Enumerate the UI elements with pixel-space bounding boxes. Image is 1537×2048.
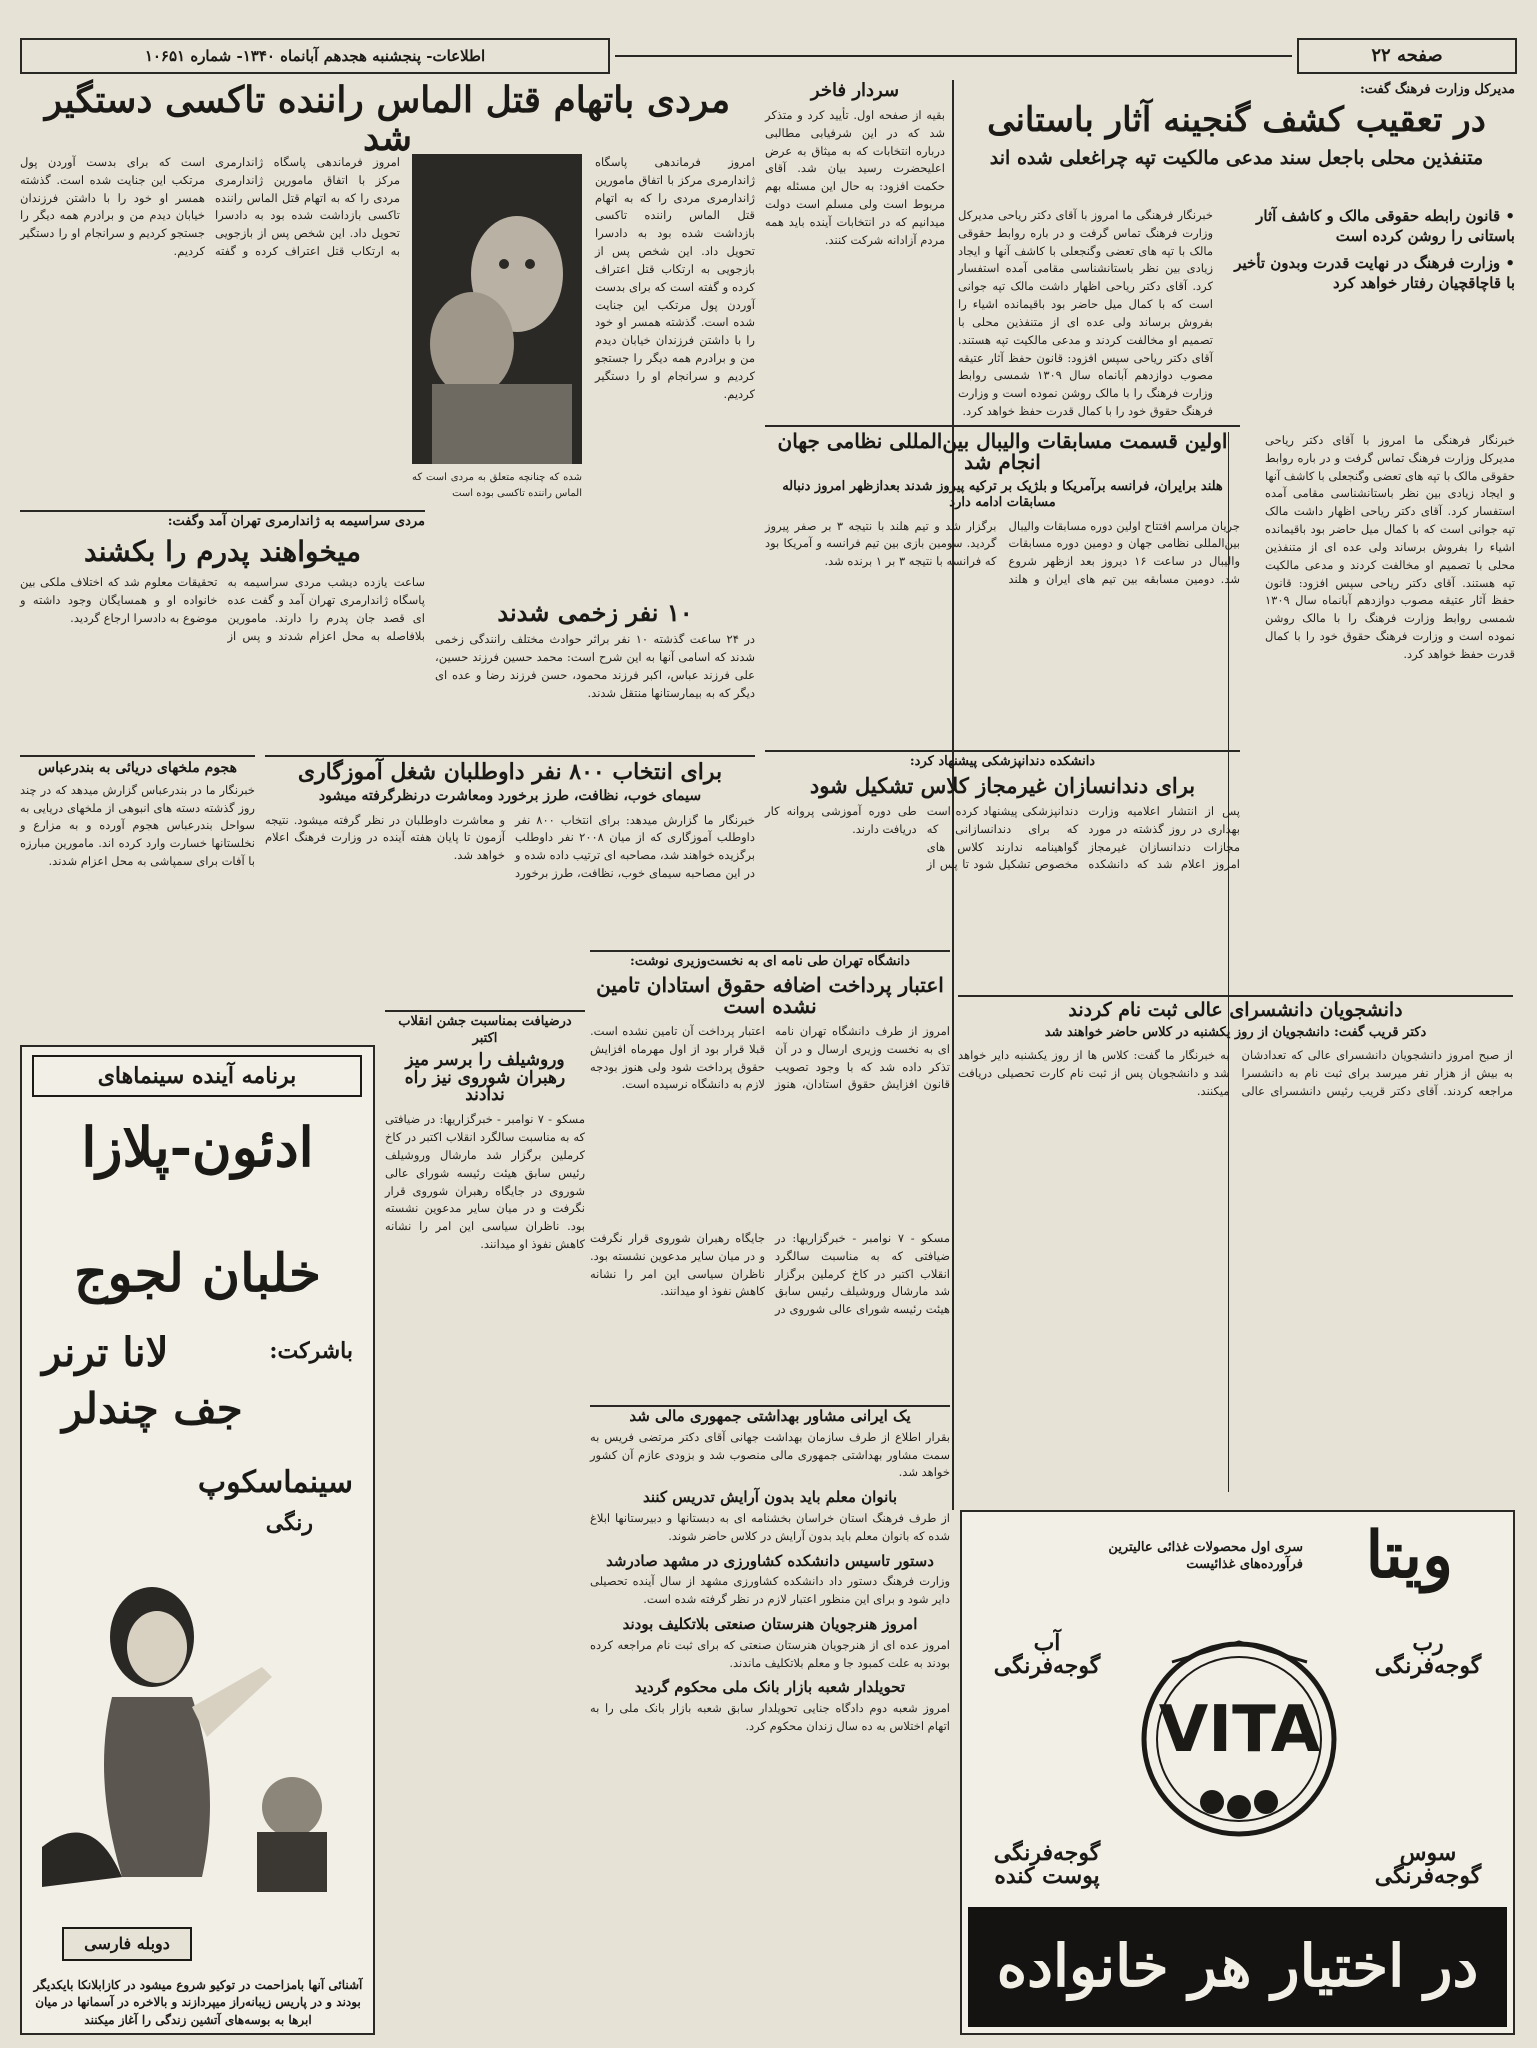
cinema-footer: آشنائی آنها بامزاحمت در توکیو شروع میشود در کازابلانکا بایکدیگر بودند و در پاریس زیبانه‌راز میپردازند و بالاخره در آسمانها در میان ابرها به بوسه‌های آتشین زندگی را آغاز میکنند [33,1978,363,2027]
art11-kicker: درضیافت بمناسبت جشن انقلاب اکتبر [398,1014,572,1046]
art5-body: امروز فرماندهی پاسگاه ژاندارمری مرکز با اتفاق مامورین ژاندارمری مردی را که به اتهام قتل الماس راننده تاکسی بازداشت شده بود به دادسرا تحویل داد. این شخص پس از بازجویی به ارتکاب قتل اعتراف کرده و گفته است که برای بدست آوردن پول مرتکب این جنایت شده است. گذشته همسر او خود را با داشتن فرزندان خیابان دیدم من و برادرم همه دیگر را جستجو کردیم و سرانجام او را دستگیر کردیم. [595,155,755,401]
art9-body: خبرنگار ما گزارش میدهد: برای انتخاب ۸۰۰ نفر داوطلب آموزگاری که از میان ۲۰۰۸ نفر داوطلب برگزیده خواهند شد، مصاحبه ای ترتیب داده شده و در این مصاحبه سیمای خوب، نظافت، طرز برخورد و معاشرت داوطلبان در نظر گرفته میشود. نتیجه آزمون تا پایان هفته آینده در وزارت فرهنگ اعلام خواهد شد. [265,812,755,881]
art2-sub: هلند برایران، فرانسه برآمریکا و بلژیک بر ترکیه پیروز شدند بعدازظهر امروز دنباله مسابقات ادامه دارد [782,479,1223,511]
art3-body: پس از انتشار اعلامیه وزارت بهداری در روز گذشته در مورد مجازات دندانسازان غیرمجاز امروز اعلام شد که دانشکده دندانپزشکی پیشنهاد کرده است که برای دندانسازانی که گواهینامه ندارند کلاس های مخصوص تشکیل شود تا پس از طی دوره آموزشی پروانه کار دریافت دارند. [765,803,1240,872]
art2-body: جریان مراسم افتتاح اولین دوره مسابقات والیبال بین‌المللی نظامی جهان و دومین دوره مسابقات والیبال در ساعت ۱۶ دیروز بعد ازظهر شروع شد. دومین مسابقه بین تیم های ایران و هلند برگزار شد و تیم هلند با نتیجه ۳ بر صفر پیروز گردید. سومین بازی بین تیم فرانسه و آمریکا بود که فرانسه با نتیجه ۳ بر ۱ برنده شد. [765,518,1241,586]
art1b-body: بقیه از صفحه اول. تأیید کرد و متذکر شد که در این شرفیابی مطالبی درباره انتخابات که به میثاق به عرض اعلیحضرت رسید بیان شد. آقای حکمت افزود: به حال این مسئله بهم مربوط است ولی مسلم است دولت میدانیم که در انتخابات آینده باید همه مردم آزادانه شرکت کنند. [765,107,945,247]
issue-line: اطلاعات- پنجشنبه هجدهم آبانماه ۱۳۴۰- شماره ۱۰۶۵۱ [144,47,486,65]
rule [765,425,1240,427]
art16-body: امروز شعبه دوم دادگاه جنایی تحویلدار سابق شعبه بازار بانک ملی را به اتهام اختلاس به ده سال زندان محکوم کرد. [590,1701,950,1733]
art11-body: مسکو - ۷ نوامبر - خبرگزاریها: در ضیافتی که به مناسبت سالگرد انقلاب اکتبر در کاخ کرملین برگزار شد مارشال وروشیلف رئیس سابق هیئت رئیسه شورای عالی شوروی در جایگاه رهبران شوروی قرار نگرفت و در میان سایر مدعوین نشسته بود. ناظران سیاسی این امر را نشانه کاهش نفوذ او میدانند. [385,1112,585,1251]
art6-body: ساعت یازده دیشب مردی سراسیمه به پاسگاه ژاندارمری تهران آمد و گفت عده ای قصد جان پدرم را دارند. مامورین بلافاصله به محل اعزام شدند و پس از تحقیقات معلوم شد که اختلاف ملکی بین خانواده او و همسایگان وجود داشته و موضوع به دادسرا ارجاع گردید. [20,575,425,643]
art14-body: وزارت فرهنگ دستور داد دانشکده کشاورزی مشهد از سال آینده تحصیلی دایر شود و برای این منظور اعتبار لازم در نظر گرفته شده است. [590,1574,950,1607]
article-october-revolution [385,1010,585,1400]
product-2: آب گوجه‌فرنگی [993,1630,1101,1680]
art1-sub: متنفذین محلی باجعل سند مدعی مالکیت تپه چراغعلی شده اند [989,146,1484,169]
art2-title: اولین قسمت مسابقات والیبال بین‌المللی نظامی جهان انجام شد [777,429,1228,474]
masthead-rule [615,55,1292,57]
article-volleyball [765,425,1240,745]
art9-title: برای انتخاب ۸۰۰ نفر داوطلبان شغل آموزگاری [297,759,723,785]
product-4: گوجه‌فرنگی پوست کنده [993,1840,1101,1890]
cinema-ad [20,1045,375,2035]
art15-title: امروز هنرجویان هنرستان صنعتی بلاتکلیف بودند [622,1614,918,1633]
article-injured [435,600,755,750]
rule [765,750,1240,752]
art1-kicker: مدیرکل وزارت فرهنگ گفت: [1359,82,1515,97]
article-murder [20,79,755,499]
art13-title: بانوان معلم باید بدون آرایش تدریس کنند [642,1488,898,1507]
product-1: رب گوجه‌فرنگی [1374,1630,1482,1680]
article-sardar-fakher [765,82,945,417]
art11-body-cont: مسکو - ۷ نوامبر - خبرگزاریها: در ضیافتی که به مناسبت سالگرد انقلاب اکتبر در کاخ کرملین برگزار شد مارشال وروشیلف رئیس سابق هیئت رئیسه شورای عالی شوروی در جایگاه رهبران شوروی قرار نگرفت و در میان سایر مدعوین نشسته بود. ناظران سیاسی این امر را نشانه کاهش نفوذ او میدانند. [590,1231,950,1317]
star-1: لانا ترنر [42,1329,169,1376]
film-title: خلبان لجوج [73,1243,322,1304]
page-number-box [1297,38,1517,74]
art4-sub: دکتر قریب گفت: دانشجویان از روز یکشنبه در کلاس حاضر خواهند شد [1044,1024,1427,1040]
cinema-name: ادئون-پلازا [81,1115,314,1179]
dub-label: دوبله فارسی [84,1934,170,1953]
art3-title: برای دندانسازان غیرمجاز کلاس تشکیل شود [809,772,1196,798]
article-university-funds [590,950,950,1225]
article-university-registration [958,995,1513,1495]
vita-ad [960,1510,1515,2035]
rule [590,1405,950,1407]
product-3: سوس گوجه‌فرنگی [1374,1840,1482,1890]
art15-body: امروز عده ای از هنرجویان هنرستان صنعتی که برای ثبت نام مراجعه کرده بودند به علت کمبود جا و معلم بلاتکلیف ماندند. [590,1637,950,1670]
art5-title: مردی باتهام قتل الماس راننده تاکسی دستگیر شد [44,79,731,159]
art12-title: یک ایرانی مشاور بهداشتی جمهوری مالی شد [629,1407,911,1425]
art10-kicker: دانشگاه تهران طی نامه ای به نخست‌وزیری نوشت: [630,954,910,969]
illustration [32,1547,362,1907]
art10-body: امروز از طرف دانشگاه تهران نامه ای به نخست وزیری ارسال و در آن تذکر داده شد که با وجود تصویب قانون افزایش حقوق استادان، هنوز اعتبار پرداخت آن تامین نشده است. قبلا قرار بود از اول مهرماه افزایش حقوق پرداخت شود ولی هنوز بودجه لازم به دانشگاه نرسیده است. [590,1023,950,1092]
art5-body-left: امروز فرماندهی پاسگاه ژاندارمری مرکز با اتفاق مامورین ژاندارمری مردی را که به اتهام قتل الماس راننده تاکسی بازداشت شده بود به دادسرا تحویل داد. این شخص پس از بازجویی به ارتکاب قتل اعتراف کرده و گفته است که برای بدست آوردن پول مرتکب این جنایت شده است. گذشته همسر او خود را با داشتن فرزندان خیابان دیدم من و برادرم همه دیگر را جستجو کردیم و سرانجام او را دستگیر کردیم. [20,155,400,259]
cinema-header-box [32,1055,362,1097]
art10-title: اعتبار پرداخت اضافه حقوق استادان تامین نشده است [596,972,944,1018]
rule [265,755,755,757]
photo [412,154,582,464]
portrait-photo [412,154,582,464]
art5-caption: شده که چنانچه متعلق به مردی است که الماس راننده تاکسی بوده است [412,472,582,499]
rule [590,950,950,952]
rule [20,755,255,757]
art3-kicker: دانشکده دندانپزشکی پیشنهاد کرد: [909,754,1096,769]
article-locusts [20,755,255,1015]
rule [20,510,425,512]
art6-kicker: مردی سراسیمه به ژاندارمری تهران آمد وگفت: [167,514,425,529]
art1-body-upper-left: خبرنگار فرهنگی ما امروز با آقای دکتر ریاحی مدیرکل وزارت فرهنگ تماس گرفت و در باره روابط حقوقی مالک با تپه های تعضی وگنجعلی با کاشف آنها و ایجاد زیادی بین نظر باستانشناسی مقامی آمده استفسار کرد. آقای دکتر ریاحی اظهار داشت مالک تپه جوانی است که با کمال میل حاضر بود باقیمانده اشیاء را بفروش برساند ولی عده ای از متنفذین محلی با تصمیم او مخالفت کردند و مدعی مالکیت تپه هستند. آقای دکتر ریاحی سپس افزود: قانون حفظ آثار عتیقه مصوب دوازدهم آبانماه سال ۱۳۰۹ شمسی روابط وزارت فرهنگ را با مالک روشن نموده است و وزارت فرهنگ حقوق خود را با کمال قدرت حفظ خواهد کرد. [958,208,1214,418]
art16-title: تحویلدار شعبه بازار بانک ملی محکوم گردید [634,1678,906,1697]
article-shorts [590,1405,950,2035]
art12-body: بقرار اطلاع از طرف سازمان بهداشت جهانی آقای دکتر مرتضی فریس به سمت مشاور بهداشتی جمهوری مالی منصوب شد و بزودی عازم آن کشور خواهد شد. [590,1429,950,1480]
rule [385,1010,585,1012]
art13-body: از طرف فرهنگ استان خراسان بخشنامه ای به دبستانها و دبیرستانها ابلاغ شده که بانوان معلم باید بدون آرایش در کلاس حاضر شوند. [590,1510,950,1543]
art1-bullet: • قانون رابطه حقوقی مالک و کاشف آثار باستانی را روشن کرده است [1256,207,1515,245]
star-2: جف چندلر [62,1384,243,1433]
art1b-title: سردار فاخر [810,80,900,101]
page-number: صفحه ۲۲ [1371,45,1443,66]
art7-title: ۱۰ نفر زخمی شدند [497,598,693,627]
vita-tagline: سری اول محصولات غذائی عالیترین فرآورده‌های غذائیست [1108,1540,1303,1572]
art1-bullet: • وزارت فرهنگ در نهایت قدرت وبدون تأخیر با قاچاقچیان رفتار خواهد کرد [1234,254,1515,292]
rule [958,995,1513,997]
article-father-threat [20,510,425,750]
art4-title: دانشجویان دانشسرای عالی ثبت نام کردند [1068,999,1403,1021]
cinema-header: برنامه آینده سینماهای [97,1063,297,1089]
art8-body: خبرنگار ما در بندرعباس گزارش میدهد که در چند روز گذشته دسته های انبوهی از ملخهای دریایی به سواحل بندرعباس هجوم آورده و به مزارع و نخلستانها خسارت وارد کرده اند. مامورین مبارزه با آفات برای سمپاشی به محل اعزام شدند. [20,782,255,868]
issue-line-box [20,38,610,74]
art14-title: دستور تاسیس دانشکده کشاورزی در مشهد صادرشد [606,1551,934,1570]
cinema-with: باشرکت: [269,1338,353,1364]
art1-title: در تعقیب کشف گنجینه آثار باستانی [987,99,1486,140]
art9-sub: سیمای خوب، نظافت، طرز برخورد ومعاشرت درنظرگرفته میشود [318,788,702,805]
art1-bullets [1225,207,1515,293]
art7-body: در ۲۴ ساعت گذشته ۱۰ نفر براثر حوادث مختلف رانندگی زخمی شدند که اسامی آنها به این شرح است: محمد حسین فرزند حسین، علی فرزند عباس، اکبر فرزند محمود، حسن فرزند رضا و عده ای دیگر که به بیمارستانها منتقل شدند. [435,632,755,700]
art4-body: از صبح امروز دانشجویان دانشسرای عالی که تعدادشان به بیش از هزار نفر میرسد برای ثبت نام به دانشسرا مراجعه کردند. آقای دکتر قریب رئیس دانشسرای عالی به خبرنگار ما گفت: کلاس ها از روز یکشنبه دایر خواهد شد و دانشجویان پس از ثبت نام کارت تحصیلی دریافت میکنند. [958,1048,1513,1098]
art11-title: وروشیلف را برسر میز رهبران شوروی نیز راه ندادند [404,1049,566,1106]
color-label: رنگی [265,1510,313,1536]
cinemascope: سینماسکوپ [197,1465,353,1500]
art1-body: خبرنگار فرهنگی ما امروز با آقای دکتر ریاحی مدیرکل وزارت فرهنگ تماس گرفت و در باره روابط حقوقی مالک با تپه های تعضی وگنجعلی با کاشف آنها و ایجاد زیادی بین نظر باستانشناسی مقامی آمده استفسار کرد. آقای دکتر ریاحی اظهار داشت مالک تپه جوانی است که با کمال میل حاضر بود باقیمانده اشیاء را بفروش برساند ولی عده ای از متنفذین محلی با تصمیم او مخالفت کردند و مدعی مالکیت تپه هستند. آقای دکتر ریاحی سپس افزود: قانون حفظ آثار عتیقه مصوب دوازدهم آبانماه سال ۱۳۰۹ شمسی روابط وزارت فرهنگ را با مالک روشن نموده است و وزارت فرهنگ حقوق خود را با کمال قدرت حفظ خواهد کرد. [1264,433,1515,661]
vita-slogan-bar [968,1907,1507,2027]
vita-slogan: در اختیار هر خانواده [996,1932,1479,2000]
vita-brand: ویتا [1365,1518,1453,1593]
vita-logo-text: VITA [1158,1693,1321,1767]
masthead [20,38,1517,78]
art6-title: میخواهند پدرم را بکشند [84,534,361,568]
art8-title: هجوم ملخهای دریائی به بندرعباس [38,760,237,776]
dub-badge [62,1927,192,1961]
